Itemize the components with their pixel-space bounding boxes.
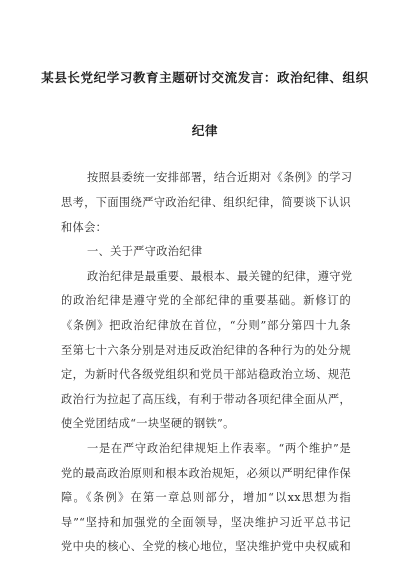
paragraph-2-line-7: 使全党团结成“一块坚硬的钢铁”。 — [61, 417, 235, 430]
paragraph-2-line-5: 定，为新时代各级党组织和党员干部站稳政治立场、规范 — [61, 368, 351, 381]
paragraph-3-line-4: 导”“坚持和加强党的全面领导，坚决维护习近平总书记 — [61, 516, 351, 529]
paragraph-1-line-1: 按照县委统一安排部署，结合近期对《条例》的学习 — [87, 171, 353, 184]
paragraph-3-line-1: 一是在严守政治纪律规矩上作表率。“两个维护”是 — [87, 442, 351, 455]
paragraph-1-line-2: 思考，下面围绕严守政治纪律、组织纪律，简要谈下认识 — [61, 196, 351, 209]
paragraph-3-line-2: 党的最高政治原则和根本政治规矩，必须以严明纪律作保 — [61, 467, 351, 480]
paragraph-3-line-3: 障。《条例》在第一章总则部分，增加“以xx思想为指 — [61, 491, 351, 504]
section-1-heading: 一、关于严守政治纪律 — [87, 245, 203, 258]
paragraph-2-line-1: 政治纪律是最重要、最根本、最关键的纪律，遵守党 — [87, 270, 353, 283]
document-title-line-2: 纪律 — [191, 123, 219, 138]
paragraph-2-line-2: 的政治纪律是遵守党的全部纪律的重要基础。新修订的 — [61, 294, 351, 307]
paragraph-1-line-3: 和体会： — [61, 221, 108, 234]
paragraph-2-line-4: 至第七十六条分别是对违反政治纪律的各种行为的处分规 — [61, 344, 351, 357]
paragraph-2-line-3: 《条例》把政治纪律放在首位，“分则”部分第四十九条 — [61, 319, 351, 332]
document-title-line-1: 某县长党纪学习教育主题研讨交流发言：政治纪律、组织 — [41, 70, 369, 85]
paragraph-3-line-5: 党中央的核心、全党的核心地位，坚决维护党中央权威和 — [61, 540, 351, 553]
paragraph-2-line-6: 政治行为拉起了高压线，有利于带动各项纪律全面从严， — [61, 393, 351, 406]
